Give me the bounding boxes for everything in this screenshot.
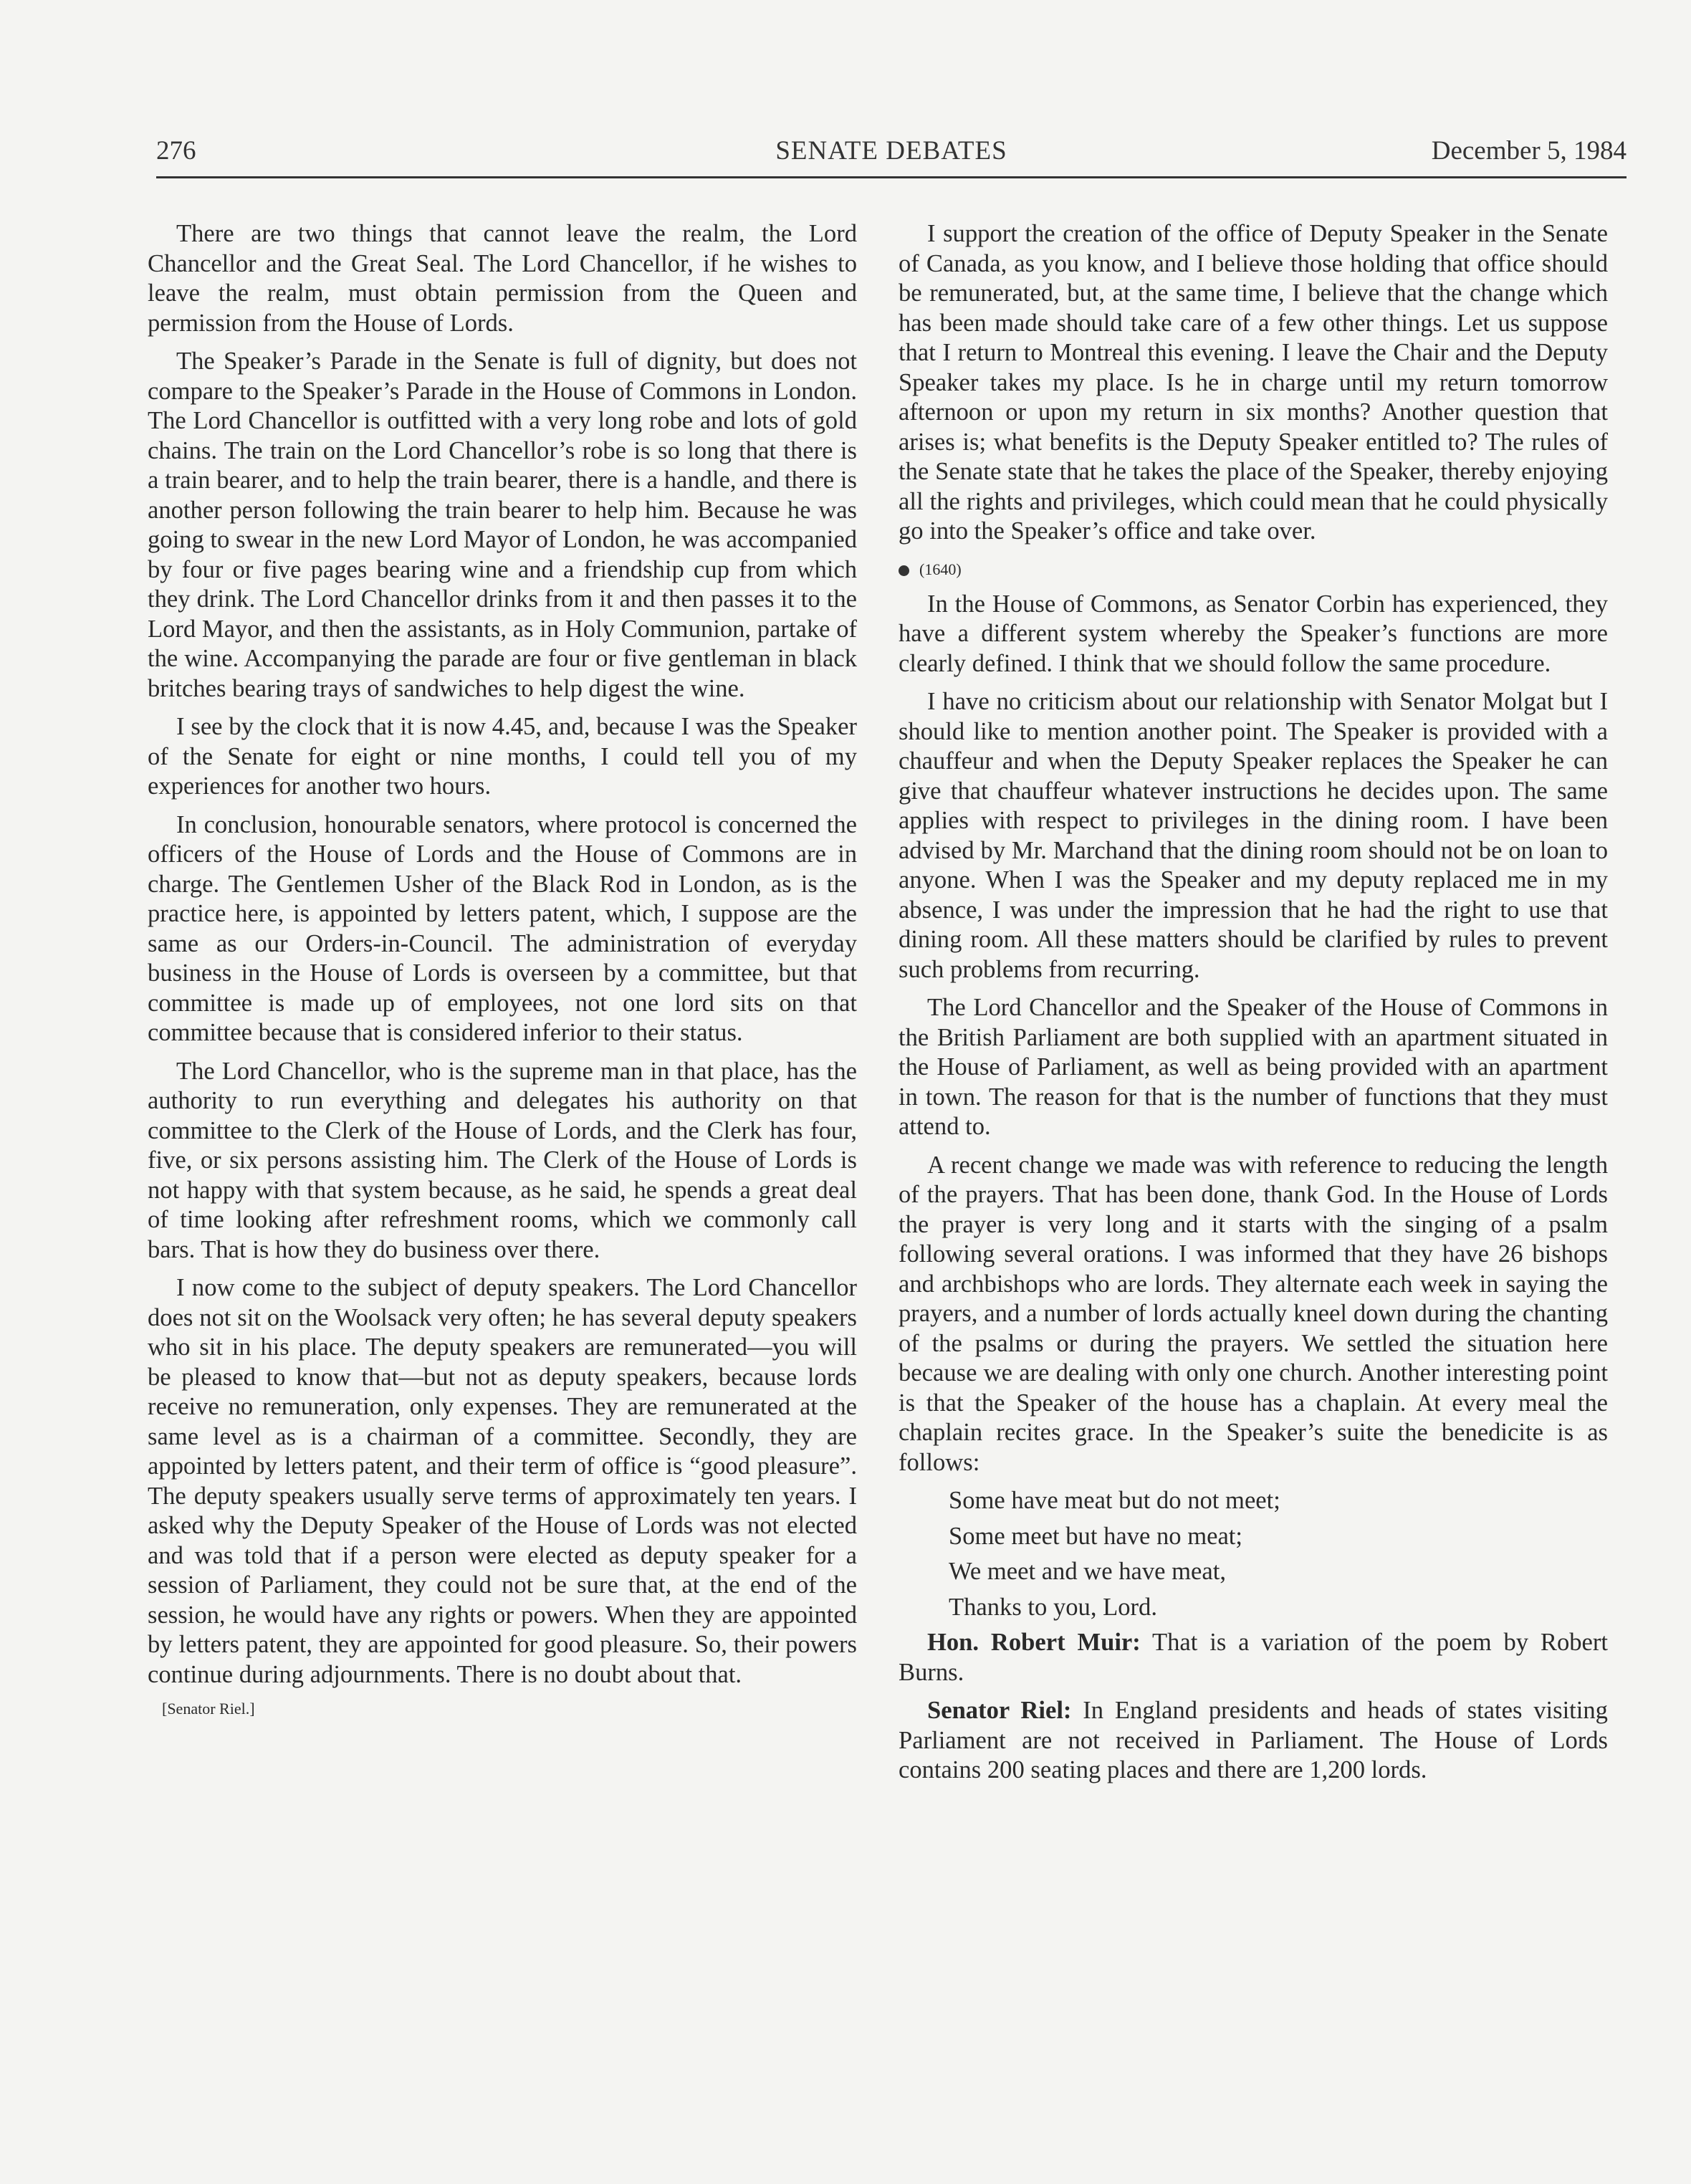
speaker-name: Hon. Robert Muir: bbox=[927, 1629, 1141, 1656]
paragraph: In conclusion, honourable senators, where protocol is concerned the officers of the House of Lords and the House of Commons are in charge. The Gentlemen Usher of the Black Rod in London, as is the practice here, is appointed by letters patent, which, I suppose are the same as our Orders-in-Council. The administration of everyday business in the House of Lords is overseen by a committee, but that committee is made up of employees, not one lord sits on that committee because that is considered inferior to their status. bbox=[148, 810, 857, 1046]
paragraph: In the House of Commons, as Senator Corbin has experienced, they have a different system whereby the Speaker’s functions are more clearly defined. I think that we should follow the same procedure. bbox=[899, 590, 1608, 677]
speech-text: That is a variation of the poem by Robert Burns. bbox=[899, 1629, 1608, 1686]
speech-paragraph bbox=[899, 1628, 1608, 1687]
poem-line: We meet and we have meat, bbox=[949, 1558, 1226, 1585]
paragraph: There are two things that cannot leave the realm, the Lord Chancellor and the Great Seal. The Lord Chancellor, if he wishes to leave the realm, must obtain permission from the Queen and permission from the House of Lords. bbox=[148, 220, 857, 337]
right-column bbox=[899, 219, 1608, 1794]
time-marker bbox=[899, 554, 1608, 585]
poem-line: Some meet but have no meat; bbox=[949, 1522, 1243, 1550]
paragraph: The Speaker’s Parade in the Senate is full of dignity, but does not compare to the Speaker’s Parade in the House of Commons in London. The Lord Chancellor is outfitted with a very long robe and lots of gold chains. The train on the Lord Chancellor’s robe is so long that there is a train bearer, and to help the train bearer, there is a handle, and there is another person following the train bearer to help him. Because he was going to swear in the new Lord Mayor of London, he was accompanied by four or five pages bearing wine and a friendship cup from which they drink. The Lord Chancellor drinks from it and then passes it to the Lord Mayor, and then the assistants, as in Holy Communion, partake of the wine. Accompanying the parade are four or five gentleman in black britches bearing trays of sandwiches to help digest the wine. bbox=[148, 348, 858, 702]
paragraph: The Lord Chancellor and the Speaker of the House of Commons in the British Parliament are both supplied with an apartment situated in the House of Parliament, as well as being provided with an apartment in town. The reason for that is the number of functions that they must attend to. bbox=[899, 994, 1608, 1140]
page-number: 276 bbox=[156, 136, 196, 166]
speaker-name: Senator Riel: bbox=[927, 1697, 1072, 1724]
paragraph: I have no criticism about our relationship with Senator Molgat but I should like to mention another point. The Speaker is provided with a chauffeur and when the Deputy Speaker replaces the Speaker he can give that chauffeur whatever instructions he decides upon. The same applies with respect to privileges in the dining room. I have been advised by Mr. Marchand that the dining room should not be on loan to anyone. When I was the Speaker and my deputy replaced me in my absence, I was under the impression that he had the right to use that dining room. All these matters should be clarified by rules to prevent such problems from recurring. bbox=[899, 688, 1608, 983]
time-marker-label: (1640) bbox=[919, 560, 962, 578]
speech-text: In England presidents and heads of states visiting Parliament are not received in Parliament. The House of Lords contains 200 seating places and there are 1,200 lords. bbox=[899, 1697, 1608, 1783]
bullet-icon bbox=[899, 565, 909, 576]
paragraph: The Lord Chancellor, who is the supreme man in that place, has the authority to run everything and delegates his authority on that committee to the Clerk of the House of Lords, and the Clerk has four, five, or six persons assisting him. The Clerk of the House of Lords is not happy with that system because, as he said, he spends a great deal of time looking after refreshment rooms, which we commonly call bars. That is how they do business over there. bbox=[148, 1057, 857, 1263]
speech-paragraph bbox=[899, 1696, 1608, 1786]
speaker-attribution: [Senator Riel.] bbox=[162, 1700, 255, 1718]
poem-line: Thanks to you, Lord. bbox=[949, 1593, 1157, 1621]
paragraph: I see by the clock that it is now 4.45, and, because I was the Speaker of the Senate for eight or nine months, I could tell you of my experiences for another two hours. bbox=[148, 713, 857, 800]
page-header bbox=[156, 133, 1627, 178]
left-column bbox=[148, 219, 857, 1720]
paragraph: A recent change we made was with reference to reducing the length of the prayers. That has been done, thank God. In the House of Lords the prayer is very long and it starts with the singing of a psalm following several orations. I was informed that they have 26 bishops and archbishops who are lords. They alternate each week in saying the prayers, and a number of lords actually kneel down during the chanting of the psalms or during the prayers. We settled the situation here because we are dealing with only one church. Another interesting point is that the Speaker of the house has a chaplain. At every meal the chaplain recites grace. In the Speaker’s suite the benedicite is as follows: bbox=[899, 1151, 1608, 1476]
publication-date: December 5, 1984 bbox=[1431, 136, 1627, 166]
paragraph: I now come to the subject of deputy speakers. The Lord Chancellor does not sit on the Woolsack very often; he has several deputy speakers who sit in his place. The deputy speakers are remunerated—you will be pleased to know that—but not as deputy speakers, because lords receive no remuneration, only expenses. They are remunerated at the same level as is a chairman of a committee. Secondly, they are appointed by letters patent, and their term of office is “good pleasure”. The deputy speakers usually serve terms of approximately ten years. I asked why the Deputy Speaker of the House of Lords was not elected and was told that if a person were elected as deputy speaker for a session of Parliament, they could not be sure that, at the end of the session, he would have any rights or powers. When they are appointed by letters patent, they are appointed for good pleasure. So, their powers continue during adjournments. There is no doubt about that. bbox=[148, 1274, 857, 1688]
publication-title: SENATE DEBATES bbox=[775, 136, 1007, 166]
paragraph: I support the creation of the office of Deputy Speaker in the Senate of Canada, as you know, and I believe those holding that office should be remunerated, but, at the same time, I believe that the change which has been made should take care of a few other things. Let us suppose that I return to Montreal this evening. I leave the Chair and the Deputy Speaker takes my place. Is he in charge until my return tomorrow afternoon or upon my return in six months? Another question that arises is; what benefits is the Deputy Speaker entitled to? The rules of the Senate state that he takes the place of the Speaker, thereby enjoying all the rights and privileges, which could mean that he could physically go into the Speaker’s office and take over. bbox=[899, 220, 1608, 545]
poem-line: Some have meat but do not meet; bbox=[949, 1487, 1280, 1514]
